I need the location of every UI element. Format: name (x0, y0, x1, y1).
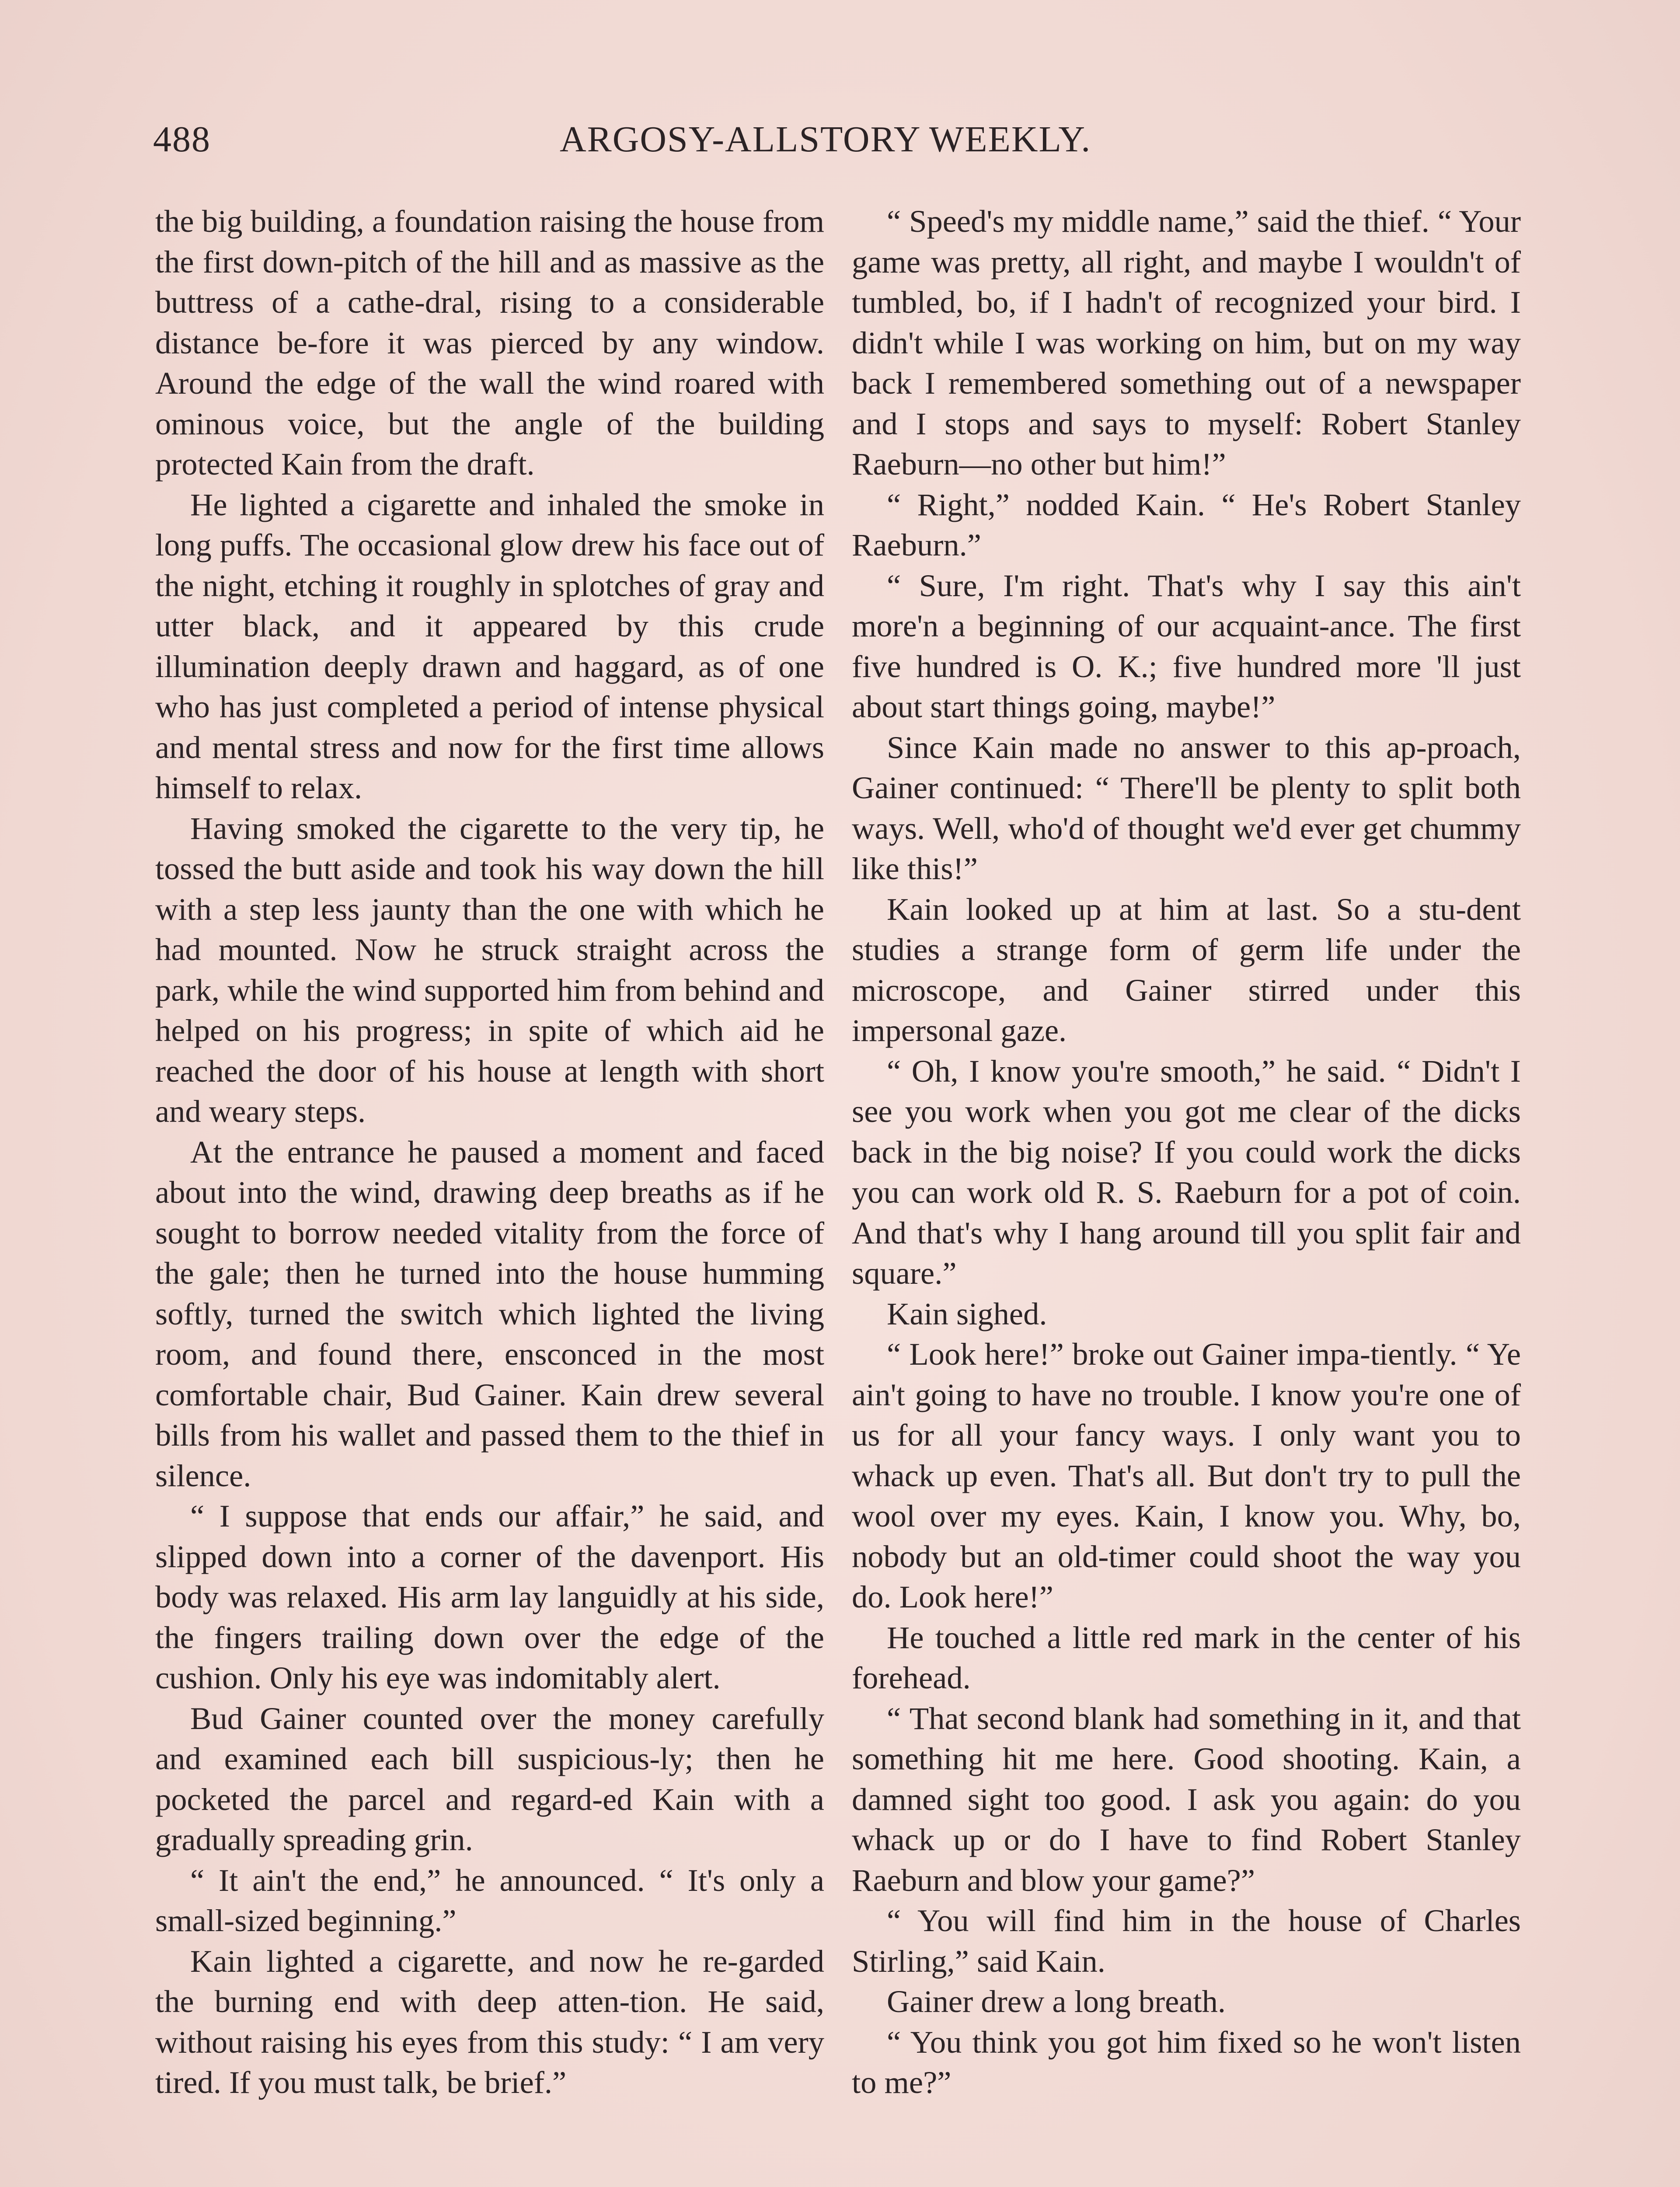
paragraph: “ Oh, I know you're smooth,” he said. “ Didn't I see you work when you got me clear of the dicks back in the big noise? If you could work the dicks you can work old R. S. Raeburn for a pot of coin. And that's why I hang around till you split fair and square.” (852, 1053, 1521, 1291)
paragraph: “ You will find him in the house of Charles Stirling,” said Kain. (852, 1903, 1521, 1979)
paragraph: He touched a little red mark in the center of his forehead. (852, 1619, 1521, 1695)
paragraph: “ Sure, I'm right. That's why I say this ain't more'n a beginning of our acquaint-ance. The first five hundred is O. K.; five hundred more 'll just about start things going, maybe!” (852, 567, 1521, 724)
page-header (153, 118, 1530, 171)
paragraph: At the entrance he paused a moment and faced about into the wind, drawing deep breaths as if he sought to borrow needed vitality from the force of the gale; then he turned into the house humming softly, turned the switch which lighted the living room, and found there, ensconced in the most comfortable chair, Bud Gainer. Kain drew several bills from his wallet and passed them to the thief in silence. (155, 1134, 824, 1493)
paragraph: Kain looked up at him at last. So a stu-dent studies a strange form of germ life under the microscope, and Gainer stirred under this impersonal gaze. (852, 891, 1521, 1048)
paragraph: the big building, a foundation raising the house from the first down-pitch of the hill and as massive as the buttress of a cathe-dral, rising to a considerable distance be-fore it was pierced by any window. Around the edge of the wall the wind roared with ominous voice, but the angle of the building protected Kain from the draft. (155, 203, 824, 482)
running-title: ARGOSY-ALLSTORY WEEKLY. (560, 119, 1091, 160)
paragraph: Since Kain made no answer to this ap-proach, Gainer continued: “ There'll be plenty to split both ways. Well, who'd of thought we'd ever get chummy like this!” (852, 729, 1521, 886)
right-column (852, 201, 1521, 2103)
paragraph: “ I suppose that ends our affair,” he said, and slipped down into a corner of the davenport. His body was relaxed. His arm lay languidly at his side, the fingers trailing down over the edge of the cushion. Only his eye was indomitably alert. (155, 1498, 824, 1695)
paragraph: Kain lighted a cigarette, and now he re-garded the burning end with deep atten-tion. He said, without raising his eyes from this study: “ I am very tired. If you must talk, be brief.” (155, 1943, 824, 2100)
paragraph: “ Speed's my middle name,” said the thief. “ Your game was pretty, all right, and maybe I wouldn't of tumbled, bo, if I hadn't of recognized your bird. I didn't while I was working on him, but on my way back I remembered something out of a newspaper and I stops and says to myself: Robert Stanley Raeburn—no other but him!” (852, 203, 1521, 482)
paragraph: Kain sighed. (887, 1296, 1047, 1331)
paragraph: Bud Gainer counted over the money carefully and examined each bill suspicious-ly; then he pocketed the parcel and regard-ed Kain with a gradually spreading grin. (155, 1700, 824, 1857)
paragraph: Having smoked the cigarette to the very tip, he tossed the butt aside and took his way down the hill with a step less jaunty than the one with which he had mounted. Now he struck straight across the park, while the wind supported him from behind and helped on his progress; in spite of which aid he reached the door of his house at length with short and weary steps. (155, 810, 824, 1129)
paragraph: “ Right,” nodded Kain. “ He's Robert Stanley Raeburn.” (852, 486, 1521, 562)
paragraph: Gainer drew a long breath. (887, 1984, 1226, 2019)
paragraph: “ It ain't the end,” he announced. “ It's only a small-sized beginning.” (155, 1862, 824, 1938)
left-column (155, 201, 824, 2103)
paragraph: He lighted a cigarette and inhaled the smoke in long puffs. The occasional glow drew his face out of the night, etching it roughly in splotches of gray and utter black, and it appeared by this crude illumination deeply drawn and haggard, as of one who has just completed a period of intense physical and mental stress and now for the first time allows himself to relax. (155, 486, 824, 805)
page-number: 488 (153, 119, 211, 160)
paragraph: “ You think you got him fixed so he won't listen to me?” (852, 2024, 1521, 2100)
paragraph: “ That second blank had something in it, and that something hit me here. Good shooting. Kain, a damned sight too good. I ask you again: do you whack up or do I have to find Robert Stanley Raeburn and blow your game?” (852, 1700, 1521, 1898)
paragraph: “ Look here!” broke out Gainer impa-tiently. “ Ye ain't going to have no trouble. I know you're one of us for all your fancy ways. I only want you to whack up even. That's all. But don't try to pull the wool over my eyes. Kain, I know you. Why, bo, nobody but an old-timer could shoot the way you do. Look here!” (852, 1336, 1521, 1614)
